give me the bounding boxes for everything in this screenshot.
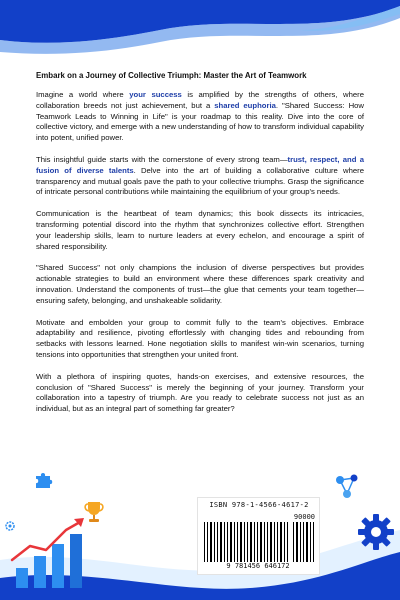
barcode-digits: 9 781456 646172 bbox=[226, 562, 290, 570]
barcode-main bbox=[204, 522, 290, 562]
paragraph-1 bbox=[36, 90, 364, 144]
barcode-block bbox=[197, 497, 320, 575]
p2-bold-1: trust, respect, and a fusion of diverse talents bbox=[36, 154, 364, 175]
paragraph-5: Motivate and embolden your group to commit fully to the team's objectives. Embrace adaptability and resilience, pivoting effortlessly with changing tides and rebounding from setbacks with lessons learned. Hone negotiation skills to manifest win-win scenarios, turning tensions into opportunities that strengthen your united front. bbox=[36, 317, 364, 359]
price-code: 90000 bbox=[293, 513, 315, 521]
p1-bold-2: shared euphoria bbox=[214, 100, 276, 110]
growth-chart-icon bbox=[10, 512, 94, 588]
paragraph-2 bbox=[36, 155, 364, 198]
p1-bold-1: your success bbox=[129, 90, 182, 99]
p2-text-a: This insightful guide starts with the cornerstone of every strong team— bbox=[36, 154, 288, 164]
paragraph-3: Communication is the heartbeat of team dynamics; this book dissects its intricacies, transforming potential discord into the rhythm that synchronizes collective effort. Strengthen your leadership skills, learn to nurture leaders at every echelon, and encourage a spirit of shared responsibility. bbox=[36, 209, 364, 251]
p2-text-c: . Delve into the art of building a collaborative culture where transparency and mutual goals pave the path to your collective triumphs. Grasp the significance of intricate personal contributions while maintaining the equilibrium of your group's needs. bbox=[36, 165, 364, 197]
isbn-text: ISBN 978-1-4566-4617-2 bbox=[209, 501, 309, 509]
network-icon bbox=[332, 470, 362, 500]
back-cover-text bbox=[36, 70, 364, 426]
p1-text-d: . "Shared Success: How Teamwork Leads to Winning in Life" is your roadmap to this reality. Dive into the core of collective victory, and emerge with a new understanding of how to transform individual capability into potent, unified power. bbox=[36, 100, 364, 143]
p1-text-a: Imagine a world where bbox=[36, 90, 130, 99]
gear-icon bbox=[356, 512, 396, 552]
puzzle-piece-icon bbox=[34, 470, 54, 490]
paragraph-4: "Shared Success" not only champions the inclusion of diverse perspectives but provides actionable strategies to build an environment where these differences spark creativity and innovation. Understand the components of trust—the glue that cements your team together—ensuring safety, belonging, and unshakeable solidarity. bbox=[36, 263, 364, 305]
p1-text-c: is amplified by the strengths of others, where collaboration breeds not just achievement, but a bbox=[36, 90, 364, 110]
gear-icon bbox=[4, 520, 16, 532]
headline: Embark on a Journey of Collective Triumph: Master the Art of Teamwork bbox=[36, 71, 307, 80]
barcode-addon bbox=[293, 522, 315, 562]
paragraph-6: With a plethora of inspiring quotes, hands-on exercises, and extensive resources, the conclusion of "Shared Success" is merely the beginning of your journey. Transform your collaboration into a tapestry of triumph. Are you ready to celebrate success not just as an individual, but as an integral part of something far greater? bbox=[36, 371, 364, 414]
